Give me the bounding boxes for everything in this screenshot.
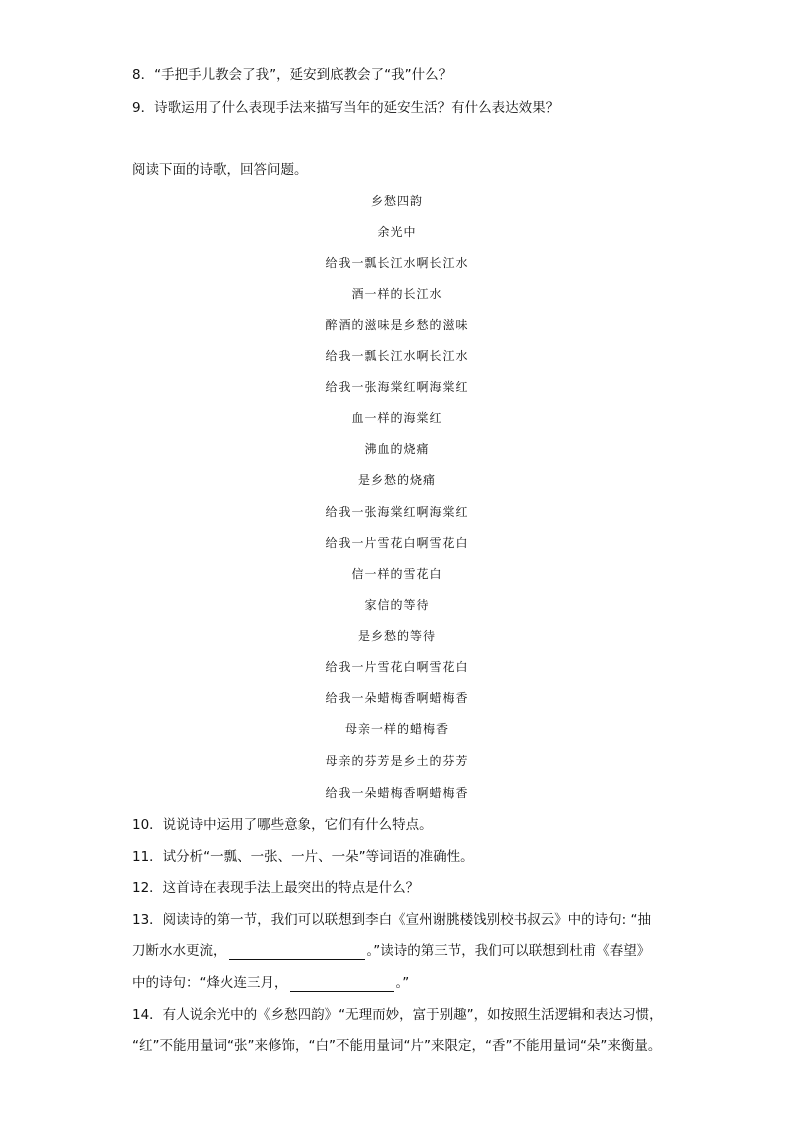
poem-line: 酒一样的长江水 [351, 287, 443, 301]
question-13-text: 。”读诗的第三节，我们可以联想到杜甫《春望》 [366, 943, 651, 959]
poem-line: 家信的等待 [364, 598, 430, 612]
poem-line: 给我一片雪花白啊雪花白 [325, 660, 469, 674]
poem-line: 给我一朵蜡梅香啊蜡梅香 [325, 691, 469, 705]
poem-line: 母亲的芬芳是乡土的芬芳 [325, 754, 469, 768]
poem-line: 给我一片雪花白啊雪花白 [325, 536, 469, 550]
poem-line: 是乡愁的烧痛 [357, 473, 436, 487]
question-14-line2: “红”不能用量词“张”来修饰，“白”不能用量词“片”来限定，“香”不能用量词“朵”来衡量。 [132, 1038, 662, 1054]
poem-line: 信一样的雪花白 [351, 567, 443, 581]
question-13-text: 。” [395, 975, 410, 991]
poem-line: 血一样的海棠红 [351, 411, 443, 425]
question-8: 8．“手把手儿教会了我”，延安到底教会了“我”什么？ [132, 67, 453, 83]
poem-line: 给我一张海棠红啊海棠红 [325, 380, 469, 394]
question-12: 12．这首诗在表现手法上最突出的特点是什么？ [132, 880, 420, 896]
poem-line: 给我一张海棠红啊海棠红 [325, 505, 469, 519]
poem-line: 给我一瓢长江水啊长江水 [325, 349, 469, 363]
question-13-text: 刀断水水更流， [132, 943, 227, 959]
question-13-line3 [132, 974, 409, 992]
question-13-line2 [132, 942, 650, 960]
poem-line: 醉酒的滋味是乡愁的滋味 [325, 318, 469, 332]
answer-blank[interactable] [229, 945, 365, 960]
poem-line: 给我一朵蜡梅香啊蜡梅香 [325, 786, 469, 800]
answer-blank[interactable] [290, 977, 394, 992]
reading-instruction: 阅读下面的诗歌，回答问题。 [132, 162, 308, 178]
question-14-line1: 14．有人说余光中的《乡愁四韵》“无理而妙，富于别趣”，如按照生活逻辑和表达习惯， [132, 1007, 663, 1023]
poem-line: 是乡愁的等待 [357, 629, 436, 643]
question-13-text: 中的诗句：“烽火连三月， [132, 975, 288, 991]
question-11: 11．试分析“一瓢、一张、一片、一朵”等词语的准确性。 [132, 849, 474, 865]
poem-author: 余光中 [377, 225, 417, 239]
question-13-line1: 13．阅读诗的第一节，我们可以联想到李白《宣州谢朓楼饯别校书叔云》中的诗句: “抽 [132, 912, 652, 928]
question-10: 10．说说诗中运用了哪些意象，它们有什么特点。 [132, 817, 433, 833]
poem-line: 给我一瓢长江水啊长江水 [325, 256, 469, 270]
poem-title: 乡愁四韵 [370, 194, 423, 208]
poem-line: 沸血的烧痛 [364, 442, 430, 456]
question-9: 9．诗歌运用了什么表现手法来描写当年的延安生活？有什么表达效果？ [132, 100, 560, 116]
poem-line: 母亲一样的蜡梅香 [344, 722, 449, 736]
